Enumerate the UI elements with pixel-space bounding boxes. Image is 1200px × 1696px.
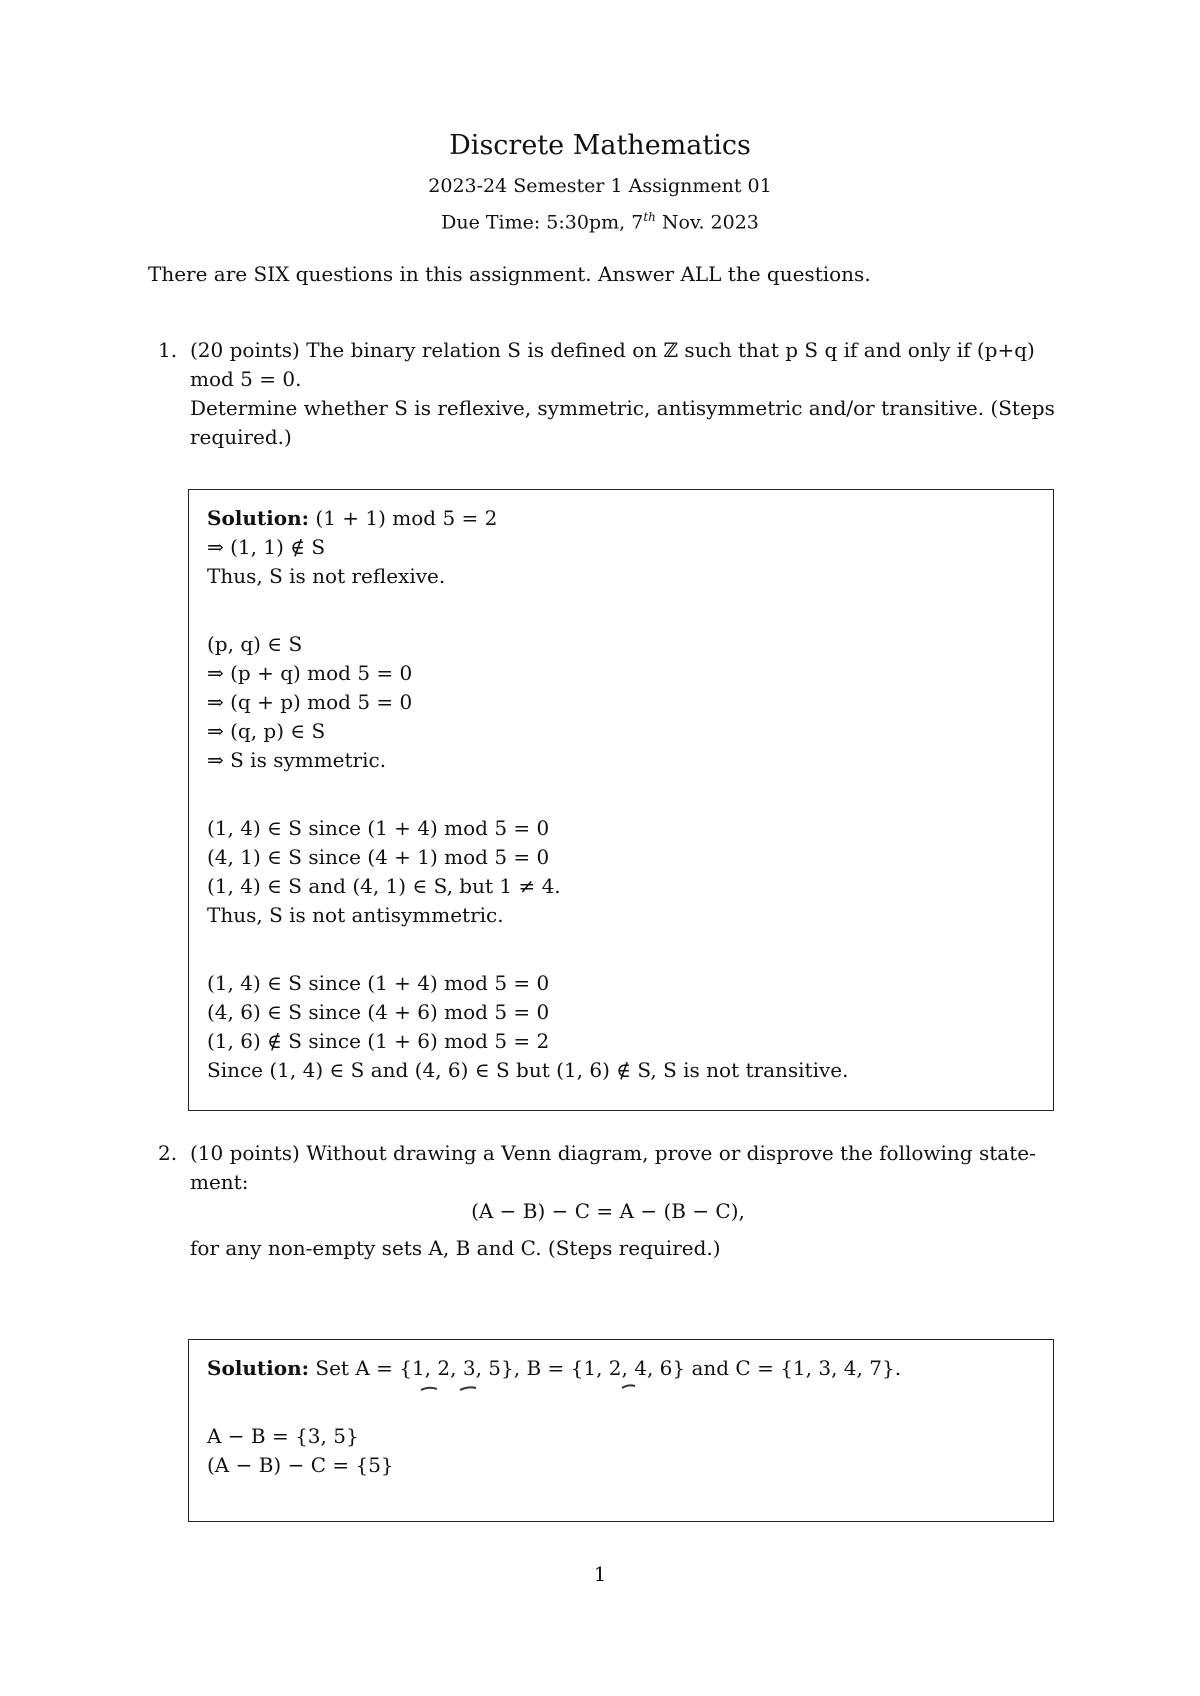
intro-text: There are SIX questions in this assignment. Answer ALL the questions. [148, 262, 871, 286]
solution-line: A − B = {3, 5} [207, 1424, 359, 1448]
due-prefix: Due Time: 5:30pm, 7 [441, 211, 644, 234]
solution-label: Solution: [207, 506, 310, 530]
handwritten-mark [622, 1385, 635, 1388]
due-suffix: Nov. 2023 [655, 211, 759, 234]
solution-line: ⇒ S is symmetric. [207, 748, 387, 772]
solution-line: (A − B) − C = {5} [207, 1453, 394, 1477]
solution-line: (1, 4) ∈ S since (1 + 4) mod 5 = 0 [207, 816, 550, 840]
solution-line: ⇒ (p + q) mod 5 = 0 [207, 661, 413, 685]
solution-line: ⇒ (q, p) ∈ S [207, 719, 326, 743]
solution-line: (1, 4) ∈ S and (4, 1) ∈ S, but 1 ≠ 4. [207, 874, 561, 898]
question-line: for any non-empty sets A, B and C. (Steps required.) [190, 1236, 721, 1260]
due-superscript: th [643, 210, 656, 224]
handwritten-mark [421, 1388, 437, 1390]
solution-line: (1, 4) ∈ S since (1 + 4) mod 5 = 0 [207, 971, 550, 995]
solution-line: ⇒ (1, 1) ∉ S [207, 535, 326, 559]
question-line: Determine whether S is reflexive, symmetric, antisymmetric and/or transitive. (Steps [190, 396, 1055, 420]
question-line: (10 points) Without drawing a Venn diagram, prove or disprove the following state- [190, 1141, 1036, 1165]
question-line: ment: [190, 1170, 249, 1194]
question-line: (20 points) The binary relation S is defined on ℤ such that p S q if and only if (p+q) [190, 338, 1035, 362]
solution-line: (1, 6) ∉ S since (1 + 6) mod 5 = 2 [207, 1029, 550, 1053]
handwritten-mark [460, 1387, 476, 1390]
solution-text: Set A = {1, 2, 3, 5}, B = {1, 2, 4, 6} and C = {1, 3, 4, 7}. [309, 1356, 902, 1380]
solution-line: ⇒ (q + p) mod 5 = 0 [207, 690, 413, 714]
solution-line: (p, q) ∈ S [207, 632, 303, 656]
solution-text: (1 + 1) mod 5 = 2 [309, 506, 498, 530]
question-number: 1. [158, 338, 178, 362]
page-number: 1 [593, 1562, 607, 1586]
solution-label: Solution: [207, 1356, 310, 1380]
solution-line: (4, 6) ∈ S since (4 + 6) mod 5 = 0 [207, 1000, 550, 1024]
doc-title: Discrete Mathematics [449, 130, 751, 161]
solution-line: (4, 1) ∈ S since (4 + 1) mod 5 = 0 [207, 845, 550, 869]
solution-line: Since (1, 4) ∈ S and (4, 6) ∈ S but (1, 6) ∉ S, S is not transitive. [207, 1058, 849, 1082]
question-line: mod 5 = 0. [190, 367, 302, 391]
display-equation: (A − B) − C = A − (B − C), [471, 1199, 745, 1223]
question-number: 2. [158, 1141, 178, 1165]
solution-line: Thus, S is not antisymmetric. [207, 903, 504, 927]
solution-line: Thus, S is not reflexive. [207, 564, 446, 588]
doc-subtitle: 2023-24 Semester 1 Assignment 01 [428, 175, 772, 197]
question-line: required.) [190, 425, 292, 449]
